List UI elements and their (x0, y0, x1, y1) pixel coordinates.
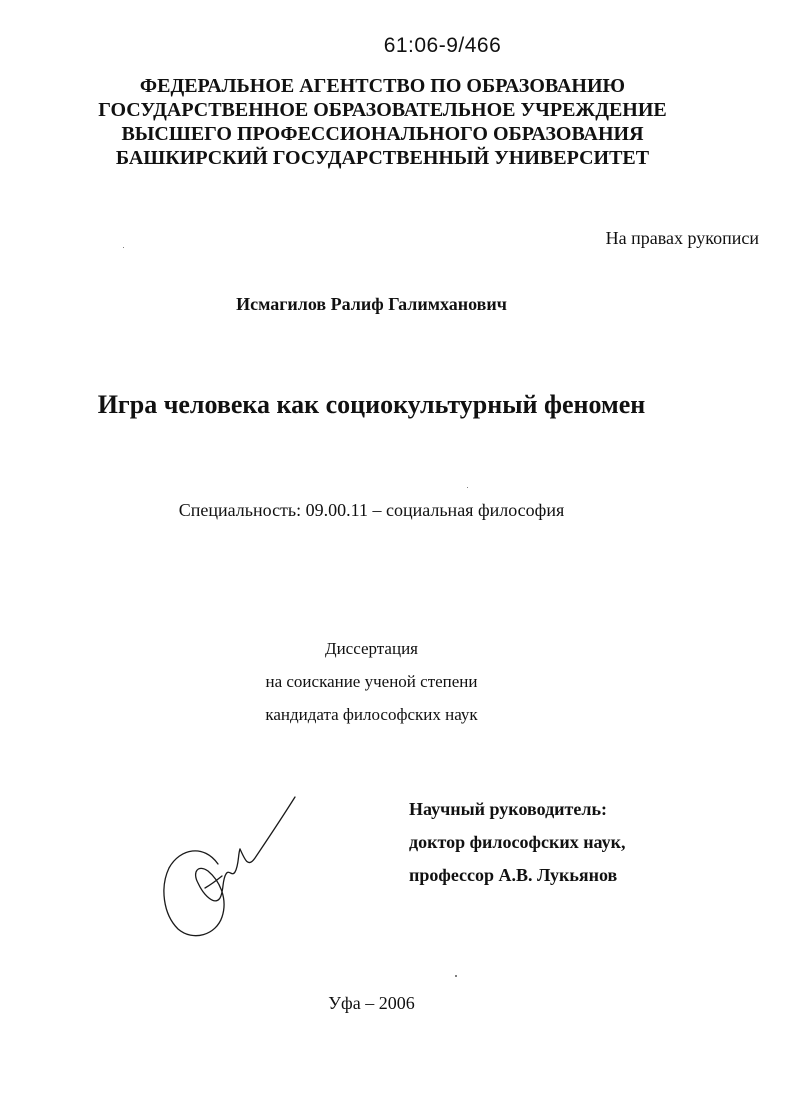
scan-speck (455, 975, 457, 977)
degree-line: Диссертация (324, 639, 418, 658)
organization-line: ВЫСШЕГО ПРОФЕССИОНАЛЬНОГО ОБРАЗОВАНИЯ (121, 123, 644, 145)
supervisor-block (409, 793, 626, 892)
organization-header (0, 74, 793, 170)
degree-line: на соискание ученой степени (265, 672, 478, 691)
handwritten-signature (160, 792, 305, 942)
place-and-year: Уфа – 2006 (328, 993, 415, 1013)
degree-line: кандидата философских наук (265, 705, 478, 724)
specialty-line: Специальность: 09.00.11 – социальная философия (178, 500, 565, 520)
organization-line: ГОСУДАРСТВЕННОЕ ОБРАЗОВАТЕЛЬНОЕ УЧРЕЖДЕНИЕ (98, 99, 667, 121)
degree-block (0, 632, 793, 731)
dissertation-title: Игра человека как социокультурный феномен (97, 390, 646, 419)
scan-speck (123, 247, 124, 248)
organization-line: БАШКИРСКИЙ ГОСУДАРСТВЕННЫЙ УНИВЕРСИТЕТ (115, 147, 650, 169)
organization-line: ФЕДЕРАЛЬНОЕ АГЕНТСТВО ПО ОБРАЗОВАНИЮ (139, 75, 626, 97)
author-name: Исмагилов Ралиф Галимханович (236, 294, 507, 314)
supervisor-line: доктор философских наук, (409, 832, 626, 852)
registration-number: 61:06-9/466 (383, 34, 502, 57)
supervisor-line: профессор А.В. Лукьянов (409, 865, 618, 885)
scan-speck (467, 487, 468, 488)
manuscript-rights-note: На правах рукописи (605, 228, 759, 248)
supervisor-line: Научный руководитель: (409, 799, 607, 819)
